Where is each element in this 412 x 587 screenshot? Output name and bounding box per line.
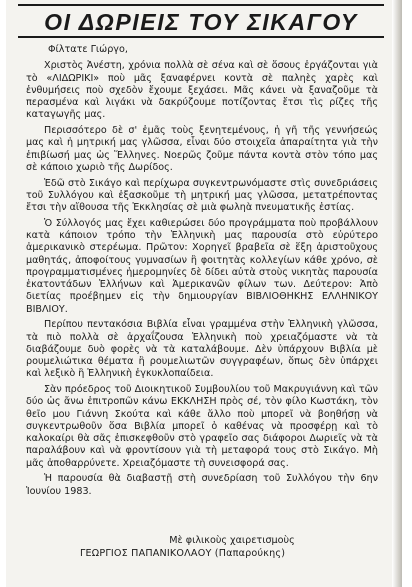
paragraph-1: Χριστὸς Ἀνέστη, χρόνια πολλὰ σὲ σένα καὶ σὲ ὅσους ἐργάζονται γιὰ τὸ «ΛΙΔΩΡΙΚΙ» ποὺ μᾶς ξαναφέρνει κοντὰ σὲ παληὲς χαρὲς καὶ ἐνθυμήσεις ποὺ σχεδὸν ἔχουμε ξεχάσει. Μᾶς κάνει νὰ ξαναζοῦμε τὰ περασμένα καὶ λιγάκι νὰ δακρύζουμε ποτίζοντας ἔτσι τὶς ρίζες τῆς καταγωγῆς μας.	[26, 60, 378, 121]
salutation: Φίλτατε Γιώργο,	[48, 44, 128, 55]
article-title: ΟΙ ΔΩΡΙΕΙΣ ΤΟΥ ΣΙΚΑΓΟΥ	[44, 9, 358, 35]
header-band	[18, 4, 384, 38]
paragraph-6: Σὰν πρόεδρος τοῦ Διοικητικοῦ Συμβουλίου τοῦ Μακρυγιάννη καὶ τῶν δύο ὡς ἄνω ἐπιτροπῶν κάνω ΕΚΚΛΗΣΗ πρὸς σέ, τὸν φίλο Κωστάκη, τὸν θεῖο μου Γιάννη Σκούτα καὶ κάθε ἄλλο ποὺ μπορεῖ νὰ βοηθήσῃ νὰ συγκεντρωθοῦν ὅσα Βιβλία μπορεῖ ὁ καθένας νὰ προσφέρῃ καὶ τὸ καλοκαίρι θὰ σᾶς ἐπισκεφθοῦν στὸ γραφεῖο σας διάφοροι Δωριεῖς νὰ τὰ παραλάβουν καὶ νὰ φροντίσουν γιὰ τὴ μεταφορά τους στὸ Σικάγο. Μὴ μᾶς ἀποθαρρύνετε. Χρειαζόμαστε τὴ συνεισφορά σας.	[26, 384, 378, 469]
paragraph-3: Ἐδῶ στὸ Σικάγο καὶ περίχωρα συγκεντρωνόμαστε στὶς συνεδριάσεις τοῦ Συλλόγου καὶ ἐξασκοῦμε τὴ μητρική μας γλῶσσα, μετατρέποντας ἔτσι τὴν αἴθουσα τῆς Ἐκκλησίας σὲ μιὰ φωληὰ πνευματικῆς ἑστίας.	[26, 177, 378, 213]
signature: ΓΕΩΡΓΙΟΣ ΠΑΠΑΝΙΚΟΛΑΟΥ (Παπαρούκης)	[80, 547, 286, 559]
paragraph-4: Ὁ Σύλλογός μας ἔχει καθιερώσει δύο προγράμματα ποὺ προβάλλουν κατὰ κάποιον τρόπο τὴν Ἑλληνικὴ μας παρουσία στὸ εὐρύτερο ἀμερικανικὸ στερέωμα. Πρῶτον: Χορηγεῖ βραβεῖα σὲ ἕξη ἀριστοῦχους μαθητάς, ἀποφοίτους γυμνασίων ἢ φοιτητὰς κολλεγίων κάθε χρόνο, σὲ προγραμματισμένες ἡμερομηνίες δὲ δίδει αὐτὰ στοὺς νικητὰς παρουσία ἑκατοντάδων Ἑλλήνων καὶ Ἀμερικανῶν φίλων των. Δεύτερον: Ἀπὸ διετίας προέβημεν εἰς τὴν δημιουργίαν ΒΙΒΛΙΟΘΗΚΗΣ ΕΛΛΗΝΙΚΟΥ ΒΙΒΛΙΟΥ.	[26, 217, 378, 315]
paragraph-5: Περίπου πεντακόσια Βιβλία εἶναι γραμμένα στὴν Ἑλληνικὴ γλῶσσα, τὰ πιὸ πολλὰ σὲ ἀρχαΐζουσα Ἑλληνικὴ ποὺ χρειαζόμαστε νὰ τὰ διαβάζουμε δυὸ φορὲς νὰ τὰ καταλάβουμε. Δὲν ὑπάρχουν Βιβλία μὲ ρουμελιώτικα θέματα ἢ ρουμελιωτῶν συγγραφέων, ὅπως δὲν ὑπάρχει καὶ λεξικὸ ἢ Ἑλληνικὴ ἐγκυκλοπαίδεια.	[26, 319, 378, 380]
page-edge-shadow	[392, 0, 402, 587]
letter-closing	[26, 535, 378, 560]
paragraph-2: Περισσότερο δὲ σ' ἐμᾶς τοὺς ξενητεμένους, ἡ γῆ τῆς γεννήσεώς μας καὶ ἡ μητρική μας γλῶσσα, εἶναι δύο στοιχεῖα ἀπαραίτητα γιὰ τὴν ἐπιβίωσή μας ὡς Ἕλληνες. Νοερῶς ζοῦμε πάντα κοντὰ στὸν τόπο μας σὲ κάποιο χωριὸ τῆς Δωρίδος.	[26, 125, 378, 173]
paragraph-7: Ἡ παρουσία θὰ διαβαστῇ στὴ συνεδρίαση τοῦ Συλλόγου τὴν 6ην Ἰουνίου 1983.	[26, 473, 378, 497]
letter-body	[26, 44, 378, 501]
newspaper-page	[6, 0, 402, 587]
closing-line: Μὲ φιλικοὺς χαιρετισμοὺς	[169, 535, 295, 546]
